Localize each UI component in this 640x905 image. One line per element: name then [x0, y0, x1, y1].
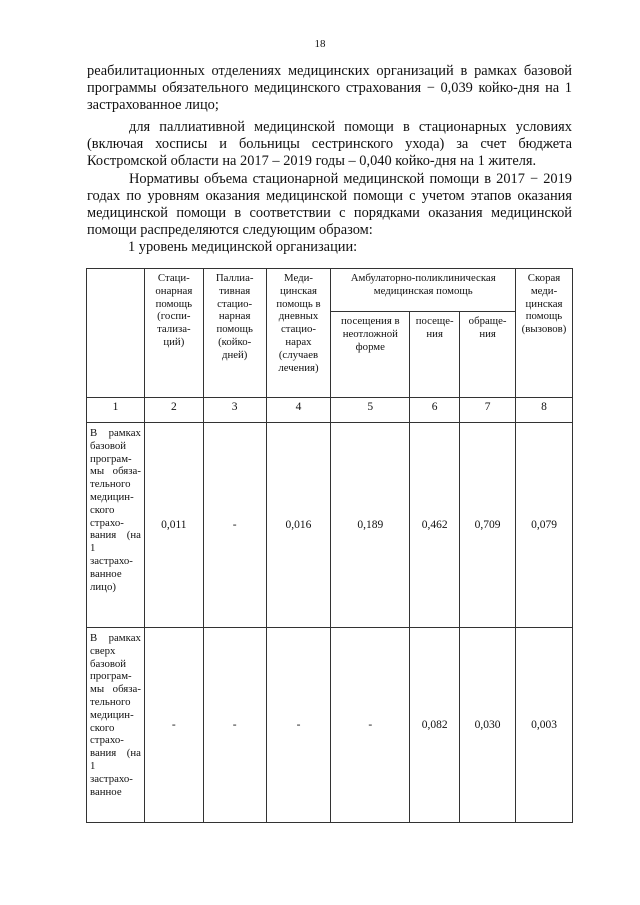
paragraph-1	[87, 63, 572, 114]
table-row-above-basic-program	[87, 628, 573, 823]
table-cell: 0,011	[144, 423, 203, 628]
paragraph-3	[87, 171, 572, 239]
table-cell: 0,189	[331, 423, 410, 628]
row-label: В рамках базовой програм-мы обяза-тельного медицин-ского страхо-вания (на 1 застрахо-ванное лицо)	[87, 423, 145, 628]
table-row-basic-program	[87, 423, 573, 628]
header-cell-7: обраще-ния	[460, 312, 516, 398]
column-number: 2	[144, 398, 203, 423]
column-number-row	[87, 398, 573, 423]
table-cell: -	[203, 423, 266, 628]
table-caption-text: 1 уровень медицинской организации:	[128, 239, 358, 255]
column-number: 8	[516, 398, 573, 423]
table-cell: -	[331, 628, 410, 823]
table-cell: 0,462	[410, 423, 460, 628]
column-number: 5	[331, 398, 410, 423]
paragraph-1-text: реабилитационных отделениях медицинских организаций в рамках базовой программы обязательного медицинского страхования − 0,039 койко-дня на 1 застрахованное лицо;	[87, 63, 572, 113]
normatives-table	[86, 268, 573, 823]
table-cell: -	[144, 628, 203, 823]
table-cell: 0,003	[516, 628, 573, 823]
header-cell-5: посещения в неотложной форме	[331, 312, 410, 398]
page-number: 18	[314, 38, 326, 50]
table-cell: 0,016	[266, 423, 331, 628]
header-cell-6: посеще-ния	[410, 312, 460, 398]
column-number: 7	[460, 398, 516, 423]
header-cell-3: Паллиа-тивная стацио-нарная помощь (койко-дней)	[203, 269, 266, 398]
header-cell-4: Меди-цинская помощь в дневных стацио-нарах (случаев лечения)	[266, 269, 331, 398]
table-cell: -	[203, 628, 266, 823]
paragraph-2-text: для паллиативной медицинской помощи в стационарных условиях (включая хосписы и больницы сестринского ухода) за счет бюджета Костромской области на 2017 – 2019 годы – 0,040 койко-дня на 1 жителя.	[87, 119, 572, 169]
column-number: 6	[410, 398, 460, 423]
paragraph-3-text: Нормативы объема стационарной медицинской помощи в 2017 − 2019 годах по уровням оказания медицинской помощи с учетом этапов оказания медицинской помощи в соответствии с порядками оказания медицинской помощи распределяются следующим образом:	[87, 171, 572, 238]
header-cell-1	[87, 269, 145, 398]
paragraph-2	[87, 119, 572, 170]
column-number: 4	[266, 398, 331, 423]
header-row-1	[87, 269, 573, 312]
header-cell-2: Стаци-онарная помощь (госпи-тализа-ций)	[144, 269, 203, 398]
table-cell: 0,079	[516, 423, 573, 628]
header-group-ambulatory: Амбулаторно-поликлиническая медицинская помощь	[331, 269, 516, 312]
table-cell: 0,082	[410, 628, 460, 823]
column-number: 1	[87, 398, 145, 423]
table-cell: 0,030	[460, 628, 516, 823]
table-cell: -	[266, 628, 331, 823]
table-caption	[128, 239, 568, 256]
table-cell: 0,709	[460, 423, 516, 628]
row-label: В рамках сверх базовой програм-мы обяза-тельного медицин-ского страхо-вания (на 1 застрахо-ванное	[87, 628, 145, 823]
header-cell-8: Скорая меди-цинская помощь (вызовов)	[516, 269, 573, 398]
column-number: 3	[203, 398, 266, 423]
